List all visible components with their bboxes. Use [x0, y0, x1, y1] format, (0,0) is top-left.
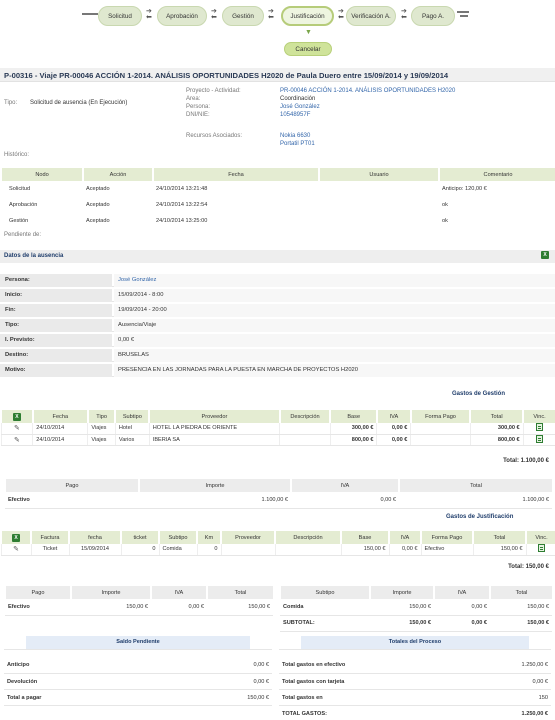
- totales-proceso-table: [279, 636, 551, 720]
- excel-export-icon[interactable]: X: [1, 410, 33, 423]
- workflow-node-verificacion[interactable]: Verificación A.: [346, 6, 396, 26]
- workflow-end-marker: [457, 11, 469, 13]
- cell: [411, 423, 470, 434]
- table-row: [279, 674, 551, 690]
- col-total: Total: [399, 479, 552, 492]
- col-base: Base: [330, 410, 377, 423]
- col-fecha: Fecha: [153, 168, 319, 181]
- col-forma-pago: Forma Pago: [411, 410, 470, 423]
- cell: 0,00 €: [434, 615, 490, 631]
- cell: Anticipo: [4, 658, 154, 674]
- workflow-node-gestion[interactable]: Gestión: [222, 6, 264, 26]
- excel-export-icon[interactable]: X: [541, 251, 549, 259]
- excel-export-icon[interactable]: X: [1, 531, 31, 544]
- cell: [319, 213, 439, 229]
- col-total: Total: [470, 410, 523, 423]
- detail-label: Destino:: [0, 349, 112, 362]
- col-iva: IVA: [389, 531, 421, 544]
- detail-row-inicio: [0, 289, 555, 302]
- col-iva: IVA: [434, 586, 490, 599]
- cell: 150: [459, 690, 551, 706]
- cell: 150,00 €: [71, 599, 151, 615]
- cell: [280, 423, 331, 434]
- workflow-end-marker-2: [460, 15, 468, 17]
- cell: 1.250,00 €: [459, 658, 551, 674]
- cell: 150,00 €: [370, 615, 434, 631]
- cell: Devolución: [4, 674, 154, 690]
- gestion-total: Total: 1.100,00 €: [503, 458, 549, 464]
- cell: [275, 544, 341, 555]
- detail-row-previsto: [0, 334, 555, 347]
- proyecto-label: Proyecto - Actividad:: [186, 88, 241, 94]
- cell: 1.250,00 €: [459, 706, 551, 720]
- justificacion-pago-table: [4, 586, 272, 616]
- detail-row-motivo: [0, 364, 555, 377]
- col-accion: Acción: [83, 168, 153, 181]
- cell: Total gastos con tarjeta: [279, 674, 459, 690]
- cell: 0,00 €: [291, 492, 399, 508]
- tipo-label: Tipo:: [4, 100, 18, 106]
- workflow-node-aprobacion[interactable]: Aprobación: [157, 6, 207, 26]
- detail-row-persona: [0, 274, 555, 287]
- cell: 150,00 €: [473, 544, 526, 555]
- cell: Varios: [115, 434, 149, 445]
- table-row: [5, 492, 552, 508]
- detail-label: Tipo:: [0, 319, 112, 332]
- cell: HOTEL LA PIEDRA DE ORIENTE: [149, 423, 279, 434]
- cell: Aceptado: [86, 202, 110, 208]
- detail-value: Ausencia/Viaje: [114, 319, 555, 332]
- cell: 24/10/2014 13:21:48: [156, 186, 208, 192]
- cell: [319, 197, 439, 213]
- totales-title: Totales del Proceso: [301, 636, 529, 649]
- cell: 800,00 €: [470, 434, 523, 445]
- cell: 24/10/2014 13:22:54: [156, 202, 208, 208]
- cell: Efectivo: [5, 599, 71, 615]
- cell: 150,00 €: [207, 599, 273, 615]
- detail-label: Motivo:: [0, 364, 112, 377]
- table-row: [5, 599, 273, 615]
- table-row: [279, 690, 551, 706]
- col-descripcion: Descripción: [280, 410, 331, 423]
- cell: Ticket: [31, 544, 69, 555]
- cell: Anticipo: 120,00 €: [442, 186, 487, 192]
- cell: 0,00 €: [459, 674, 551, 690]
- col-factura: Factura: [31, 531, 69, 544]
- col-tipo: Tipo: [88, 410, 116, 423]
- detail-row-destino: [0, 349, 555, 362]
- page-title: P-00316 - Viaje PR-00046 ACCIÓN 1-2014. ANÁLISIS OPORTUNIDADES H2020 de Paula Duero entre 15/09/2014 y 19/09/2014: [0, 68, 555, 82]
- detail-row-tipo: [0, 319, 555, 332]
- table-row: [279, 706, 551, 720]
- cell: Aprobación: [9, 202, 38, 208]
- detail-value: 0,00 €: [114, 334, 555, 347]
- cancel-button[interactable]: Cancelar: [284, 42, 332, 56]
- table-row: [1, 181, 555, 197]
- proyecto-link[interactable]: PR-00046 ACCIÓN 1-2014. ANÁLISIS OPORTUNIDADES H2020: [280, 88, 456, 94]
- justificacion-table: [0, 531, 555, 556]
- cell: Efectivo: [421, 544, 473, 555]
- workflow-node-pago[interactable]: Pago A.: [411, 6, 455, 26]
- col-subtipo: Subtipo: [115, 410, 149, 423]
- cell: ok: [442, 218, 448, 224]
- edit-pencil-icon[interactable]: ✎: [1, 544, 31, 555]
- ausencia-section-title: Datos de la ausencia: [0, 250, 555, 263]
- cell: SUBTOTAL:: [280, 615, 370, 631]
- col-importe: Importe: [370, 586, 434, 599]
- tipo-value: Solicitud de ausencia (En Ejecución): [30, 100, 128, 106]
- cell: Total gastos en efectivo: [279, 658, 459, 674]
- col-proveedor: Proveedor: [149, 410, 279, 423]
- cell: Viajes: [88, 434, 116, 445]
- detail-row-fin: [0, 304, 555, 317]
- table-row: [4, 690, 272, 706]
- link-document-icon[interactable]: [523, 434, 555, 445]
- historico-table: [0, 168, 555, 229]
- cell: ok: [442, 202, 448, 208]
- cell: 0,00 €: [434, 599, 490, 615]
- col-subtipo: Subtipo: [280, 586, 370, 599]
- cell: Aceptado: [86, 218, 110, 224]
- cell: [411, 434, 470, 445]
- workflow-node-solicitud[interactable]: Solicitud: [98, 6, 142, 26]
- justificacion-total: Total: 150,00 €: [508, 564, 549, 570]
- gestion-pago-table: [4, 479, 551, 509]
- gestion-table: [0, 410, 555, 446]
- edit-pencil-icon[interactable]: ✎: [1, 434, 33, 445]
- col-usuario: Usuario: [319, 168, 439, 181]
- workflow-bar: [0, 0, 555, 62]
- edit-pencil-icon[interactable]: ✎: [1, 423, 33, 434]
- table-row: [1, 423, 555, 434]
- arrow-right-icon: ➔ ⬅: [146, 8, 152, 21]
- cell: 0,00 €: [377, 423, 411, 434]
- detail-label: Fin:: [0, 304, 112, 317]
- detail-value: 15/09/2014 - 8:00: [114, 289, 555, 302]
- detail-value[interactable]: José González: [114, 274, 555, 287]
- col-fecha: Fecha: [33, 410, 88, 423]
- col-ticket: ticket: [121, 531, 159, 544]
- cell: 15/09/2014: [69, 544, 121, 555]
- cell: 0,00 €: [151, 599, 207, 615]
- subtotal-row: [280, 615, 552, 631]
- table-row: [280, 599, 552, 615]
- arrow-right-icon: ➔ ⬅: [401, 8, 407, 21]
- col-iva: IVA: [151, 586, 207, 599]
- cell: [221, 544, 275, 555]
- recursos-label: Recursos Asociados:: [186, 133, 243, 139]
- persona-link[interactable]: José González: [280, 104, 320, 110]
- cell: 150,00 €: [370, 599, 434, 615]
- historico-label: Histórico:: [4, 152, 30, 158]
- detail-label: Persona:: [0, 274, 112, 287]
- cell: 150,00 €: [490, 615, 552, 631]
- cell: Efectivo: [5, 492, 139, 508]
- persona-label: Persona:: [186, 104, 211, 110]
- cell: 0: [121, 544, 159, 555]
- cell: 24/10/2014: [33, 434, 88, 445]
- cell: TOTAL GASTOS:: [279, 706, 459, 720]
- workflow-start-marker: [82, 13, 98, 15]
- cell: 1.100,00 €: [399, 492, 552, 508]
- cell: 150,00 €: [154, 690, 272, 706]
- justificacion-title: Gastos de Justificación: [446, 514, 514, 520]
- saldo-title: Saldo Pendiente: [26, 636, 250, 649]
- pendiente-label: Pendiente de:: [4, 232, 42, 238]
- cell: 0: [197, 544, 221, 555]
- detail-label: Inicio:: [0, 289, 112, 302]
- col-pago: Pago: [5, 479, 139, 492]
- cell: Gestión: [9, 218, 29, 224]
- cell: [319, 181, 439, 197]
- table-row: [1, 213, 555, 229]
- col-base: Base: [341, 531, 389, 544]
- workflow-node-justificacion[interactable]: Justificación: [281, 6, 334, 26]
- table-row: [1, 197, 555, 213]
- col-vinc: Vinc.: [526, 531, 555, 544]
- gestion-title: Gastos de Gestión: [452, 391, 506, 397]
- saldo-pendiente-table: [4, 636, 272, 706]
- cell: Viajes: [88, 423, 116, 434]
- col-iva: IVA: [291, 479, 399, 492]
- cell: 1.100,00 €: [139, 492, 291, 508]
- col-forma-pago: Forma Pago: [421, 531, 473, 544]
- link-document-icon[interactable]: [523, 423, 555, 434]
- arrow-down-icon: ▼: [305, 29, 312, 36]
- cell: Hotel: [115, 423, 149, 434]
- col-proveedor: Proveedor: [221, 531, 275, 544]
- link-document-icon[interactable]: [526, 544, 555, 555]
- col-vinc: Vinc.: [523, 410, 555, 423]
- col-total: Total: [473, 531, 526, 544]
- col-km: Km: [197, 531, 221, 544]
- cell: 0,00 €: [377, 434, 411, 445]
- cell: Solicitud: [9, 186, 31, 192]
- cell: 150,00 €: [490, 599, 552, 615]
- col-total: Total: [490, 586, 552, 599]
- area-label: Area:: [186, 96, 201, 102]
- dni-link[interactable]: 10548957F: [280, 112, 311, 118]
- col-comentario: Comentario: [439, 168, 555, 181]
- col-importe: Importe: [71, 586, 151, 599]
- cell: IBERIA SA: [149, 434, 279, 445]
- cell: 0,00 €: [154, 658, 272, 674]
- cell: 150,00 €: [341, 544, 389, 555]
- cell: 24/10/2014 13:25:00: [156, 218, 208, 224]
- table-row: [1, 434, 555, 445]
- detail-value: 19/09/2014 - 20:00: [114, 304, 555, 317]
- cell: 0,00 €: [154, 674, 272, 690]
- table-row: [279, 658, 551, 674]
- area-value: Coordinación: [280, 96, 316, 102]
- cell: 0,00 €: [389, 544, 421, 555]
- cell: Total a pagar: [4, 690, 154, 706]
- cell: 24/10/2014: [33, 423, 88, 434]
- detail-value: PRESENCIA EN LAS JORNADAS PARA LA PUESTA EN MARCHA DE PROYECTOS H2020: [114, 364, 555, 377]
- col-pago: Pago: [5, 586, 71, 599]
- col-nodo: Nodo: [1, 168, 83, 181]
- dni-label: DNI/NIE:: [186, 112, 210, 118]
- cell: 300,00 €: [470, 423, 523, 434]
- table-row: [1, 544, 555, 555]
- recurso-link[interactable]: Portatil PT01: [280, 141, 315, 147]
- table-row: [4, 674, 272, 690]
- cell: [280, 434, 331, 445]
- recurso-link[interactable]: Nokia 6630: [280, 133, 311, 139]
- col-importe: Importe: [139, 479, 291, 492]
- cell: 800,00 €: [330, 434, 377, 445]
- arrow-right-icon: ➔ ⬅: [211, 8, 217, 21]
- arrow-right-icon: ➔ ⬅: [338, 8, 344, 21]
- cell: Comida: [159, 544, 197, 555]
- table-row: [4, 658, 272, 674]
- justificacion-subtipo-table: [279, 586, 551, 632]
- col-total: Total: [207, 586, 273, 599]
- col-descripcion: Descripción: [275, 531, 341, 544]
- cell: Comida: [280, 599, 370, 615]
- detail-value: BRUSELAS: [114, 349, 555, 362]
- cell: Total gastos en: [279, 690, 459, 706]
- arrow-right-icon: ➔ ⬅: [268, 8, 274, 21]
- cell: 300,00 €: [330, 423, 377, 434]
- spacer: [279, 650, 551, 658]
- col-subtipo: Subtipo: [159, 531, 197, 544]
- cell: Aceptado: [86, 186, 110, 192]
- col-iva: IVA: [377, 410, 411, 423]
- col-fecha: fecha: [69, 531, 121, 544]
- spacer: [4, 650, 272, 658]
- detail-label: I. Previsto:: [0, 334, 112, 347]
